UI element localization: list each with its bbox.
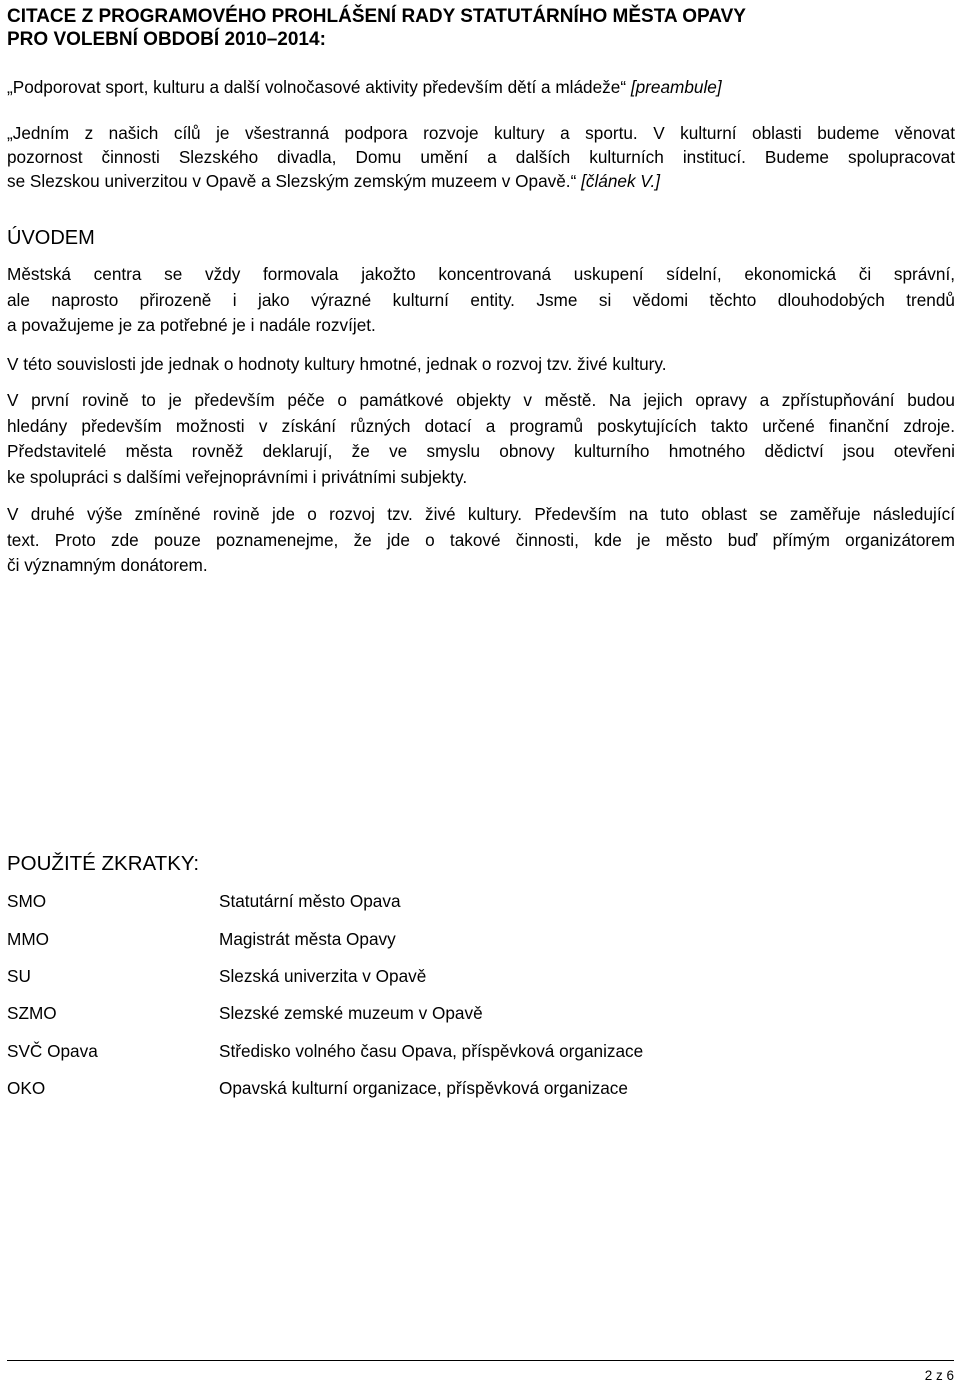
paragraph-line: V druhé výše zmíněné rovině jde o rozvoj tzv. živé kultury. Především na tuto oblast se zaměřuje následující xyxy=(7,504,955,524)
paragraph-line: text. Proto zde pouze poznamenejme, že jde o takové činnosti, kde je město buď přímým organizátorem xyxy=(7,529,955,550)
paragraph-line: a považujeme je za potřebné je i nadále rozvíjet. xyxy=(7,315,376,335)
abbreviation-code: SZMO xyxy=(7,1003,57,1023)
abbreviation-code: SMO xyxy=(7,891,47,911)
footer-divider xyxy=(7,1360,954,1361)
quote-preambule xyxy=(7,75,955,99)
abbreviation-description: Statutární město Opava xyxy=(219,891,401,911)
section-heading-zkratky: POUŽITÉ ZKRATKY: xyxy=(7,852,200,875)
paragraph-line: ke spolupráci s dalšími veřejnoprávními i privátními subjekty. xyxy=(7,466,468,487)
abbreviation-description: Slezská univerzita v Opavě xyxy=(219,966,427,986)
paragraph-line: ale naprosto přirozeně i jako výrazné kulturní entity. Jsme si vědomi těchto dlouhodobých trendů xyxy=(7,289,955,310)
abbreviation-code: SVČ Opava xyxy=(7,1041,98,1061)
paragraph-3 xyxy=(7,388,955,490)
abbreviation-code: OKO xyxy=(7,1078,46,1098)
abbreviation-description: Magistrát města Opavy xyxy=(219,929,396,949)
quote-line: pozornost činnosti Slezského divadla, Domu umění a dalších kulturních institucí. Budeme spolupracovat xyxy=(7,147,955,167)
quote-text: se Slezskou univerzitou v Opavě a Slezským zemským muzeem v Opavě.“ xyxy=(7,171,582,191)
paragraph-line: V první rovině to je především péče o památkové objekty v městě. Na jejich opravy a zpřístupňování budou xyxy=(7,390,955,410)
paragraph-4 xyxy=(7,502,955,579)
quote-clanek xyxy=(7,121,955,193)
paragraph-2: V této souvislosti jde jednak o hodnoty kultury hmotné, jednak o rozvoj tzv. živé kultury. xyxy=(7,354,667,374)
abbreviation-description: Středisko volného času Opava, příspěvková organizace xyxy=(219,1041,644,1061)
quote-line xyxy=(7,169,955,193)
abbreviation-description: Slezské zemské muzeum v Opavě xyxy=(219,1003,483,1023)
section-heading-uvodem: ÚVODEM xyxy=(7,227,95,249)
abbreviation-code: MMO xyxy=(7,929,50,949)
quote-reference: [článek V.] xyxy=(581,171,661,191)
quote-line: „Jedním z našich cílů je všestranná podpora rozvoje kultury a sportu. V kulturní oblasti budeme věnovat xyxy=(7,123,955,143)
quote-reference: [preambule] xyxy=(630,77,722,97)
abbreviation-description: Opavská kulturní organizace, příspěvková organizace xyxy=(219,1078,628,1098)
title-line-1: CITACE Z PROGRAMOVÉHO PROHLÁŠENÍ RADY STATUTÁRNÍHO MĚSTA OPAVY xyxy=(7,6,746,27)
paragraph-line: Městská centra se vždy formovala jakožto koncentrovaná uskupení sídelní, ekonomická či správní, xyxy=(7,264,955,284)
abbreviation-code: SU xyxy=(7,966,31,986)
title-line-2: PRO VOLEBNÍ OBDOBÍ 2010–2014: xyxy=(7,29,326,50)
paragraph-line: či významným donátorem. xyxy=(7,555,208,575)
document-title xyxy=(7,5,955,51)
paragraph-line: Představitelé města rovněž deklarují, že ve smyslu obnovy kulturního hmotného dědictví jsou otevřeni xyxy=(7,441,955,461)
paragraph-1 xyxy=(7,262,955,339)
page-number: 2 z 6 xyxy=(924,1368,954,1383)
quote-text: „Podporovat sport, kulturu a další volnočasové aktivity především dětí a mládeže“ xyxy=(7,77,631,97)
paragraph-line: hledány především možnosti v získání různých dotací a programů poskytujících takto určené finanční zdroje. xyxy=(7,415,955,436)
